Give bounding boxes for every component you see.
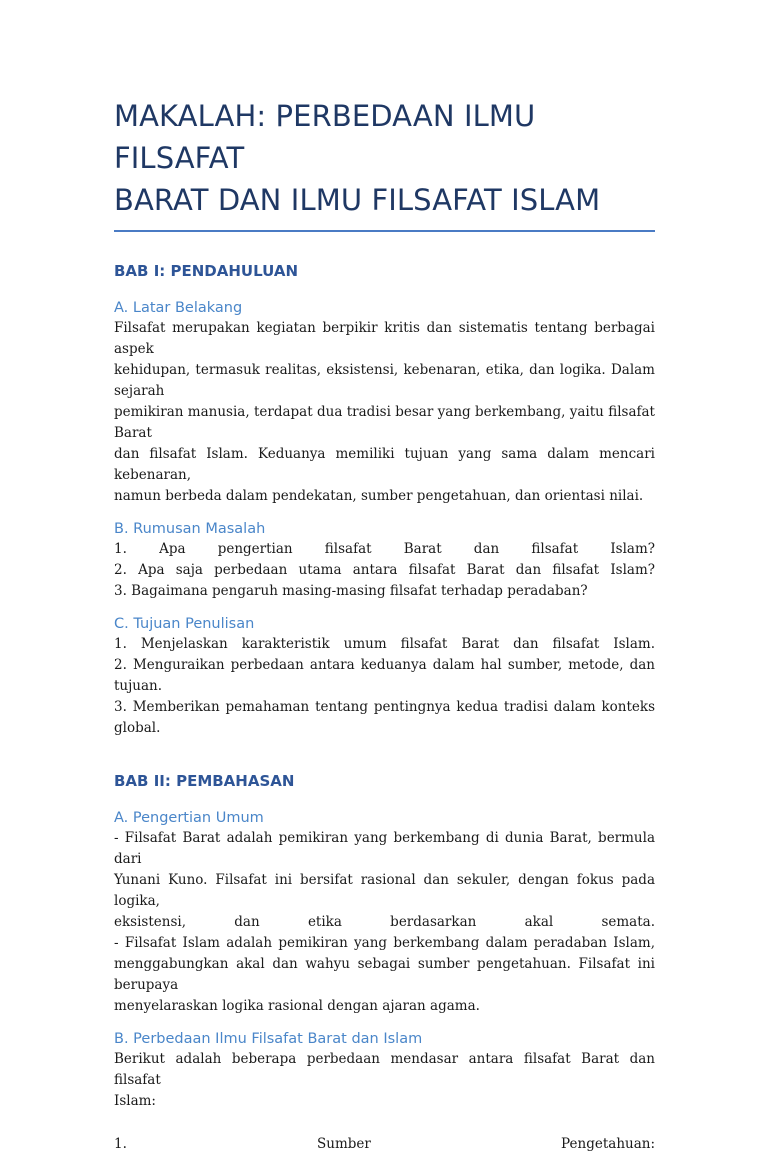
bab1-c-paragraph (114, 634, 655, 739)
text-line: Filsafat merupakan kegiatan berpikir kritis dan sistematis tentang berbagai aspek (114, 320, 655, 357)
title-line-1: MAKALAH: PERBEDAAN ILMU FILSAFAT (114, 99, 536, 175)
bab1-heading: BAB I: PENDAHULUAN (114, 262, 298, 280)
text-line: - Filsafat Barat adalah pemikiran yang berkembang di dunia Barat, bermula dari (114, 830, 655, 867)
bab1-b-paragraph (114, 539, 655, 602)
text-line: 1. Apa pengertian filsafat Barat dan filsafat Islam? (114, 541, 655, 557)
bab1-b-heading: B. Rumusan Masalah (114, 521, 266, 537)
list-item-sumber-pengetahuan (114, 1134, 655, 1155)
bab2-heading: BAB II: PEMBAHASAN (114, 772, 295, 790)
text-line: 1. Menjelaskan karakteristik umum filsafat Barat dan filsafat Islam. (114, 636, 655, 652)
title-line-2: BARAT DAN ILMU FILSAFAT ISLAM (114, 183, 601, 217)
text-line: namun berbeda dalam pendekatan, sumber pengetahuan, dan orientasi nilai. (114, 488, 644, 504)
text-line: 2. Menguraikan perbedaan antara keduanya dalam hal sumber, metode, dan tujuan. (114, 657, 655, 694)
bab2-a-heading: A. Pengertian Umum (114, 810, 264, 826)
bab2-b-heading: B. Perbedaan Ilmu Filsafat Barat dan Islam (114, 1031, 423, 1047)
text-line: 3. Bagaimana pengaruh masing-masing filsafat terhadap peradaban? (114, 583, 588, 599)
text-line: menggabungkan akal dan wahyu sebagai sumber pengetahuan. Filsafat ini berupaya (114, 956, 655, 993)
text-line: Islam: (114, 1093, 156, 1109)
text-line: - Filsafat Islam adalah pemikiran yang berkembang dalam peradaban Islam, (114, 935, 655, 951)
title-underline (114, 230, 655, 232)
list-number: 1. (114, 1136, 127, 1152)
text-line: Berikut adalah beberapa perbedaan mendasar antara filsafat Barat dan filsafat (114, 1051, 655, 1088)
document-title (114, 0, 655, 221)
text-line: 2. Apa saja perbedaan utama antara filsafat Barat dan filsafat Islam? (114, 562, 655, 578)
text-line: Yunani Kuno. Filsafat ini bersifat rasional dan sekuler, dengan fokus pada logika, (114, 872, 655, 909)
text-line: eksistensi, dan etika berdasarkan akal semata. (114, 914, 655, 930)
bab1-a-paragraph (114, 318, 655, 507)
text-line: dan filsafat Islam. Keduanya memiliki tujuan yang sama dalam mencari kebenaran, (114, 446, 655, 483)
bab2-b-paragraph (114, 1049, 655, 1112)
bab2-a-paragraph (114, 828, 655, 1017)
list-word: Sumber (317, 1136, 371, 1152)
text-line: 3. Memberikan pemahaman tentang pentingnya kedua tradisi dalam konteks global. (114, 699, 655, 736)
list-word: Pengetahuan: (561, 1136, 655, 1152)
bab1-c-heading: C. Tujuan Penulisan (114, 616, 255, 632)
text-line: kehidupan, termasuk realitas, eksistensi, kebenaran, etika, dan logika. Dalam sejarah (114, 362, 655, 399)
text-line: menyelaraskan logika rasional dengan ajaran agama. (114, 998, 480, 1014)
text-line: pemikiran manusia, terdapat dua tradisi besar yang berkembang, yaitu filsafat Barat (114, 404, 655, 441)
bab1-a-heading: A. Latar Belakang (114, 300, 243, 316)
